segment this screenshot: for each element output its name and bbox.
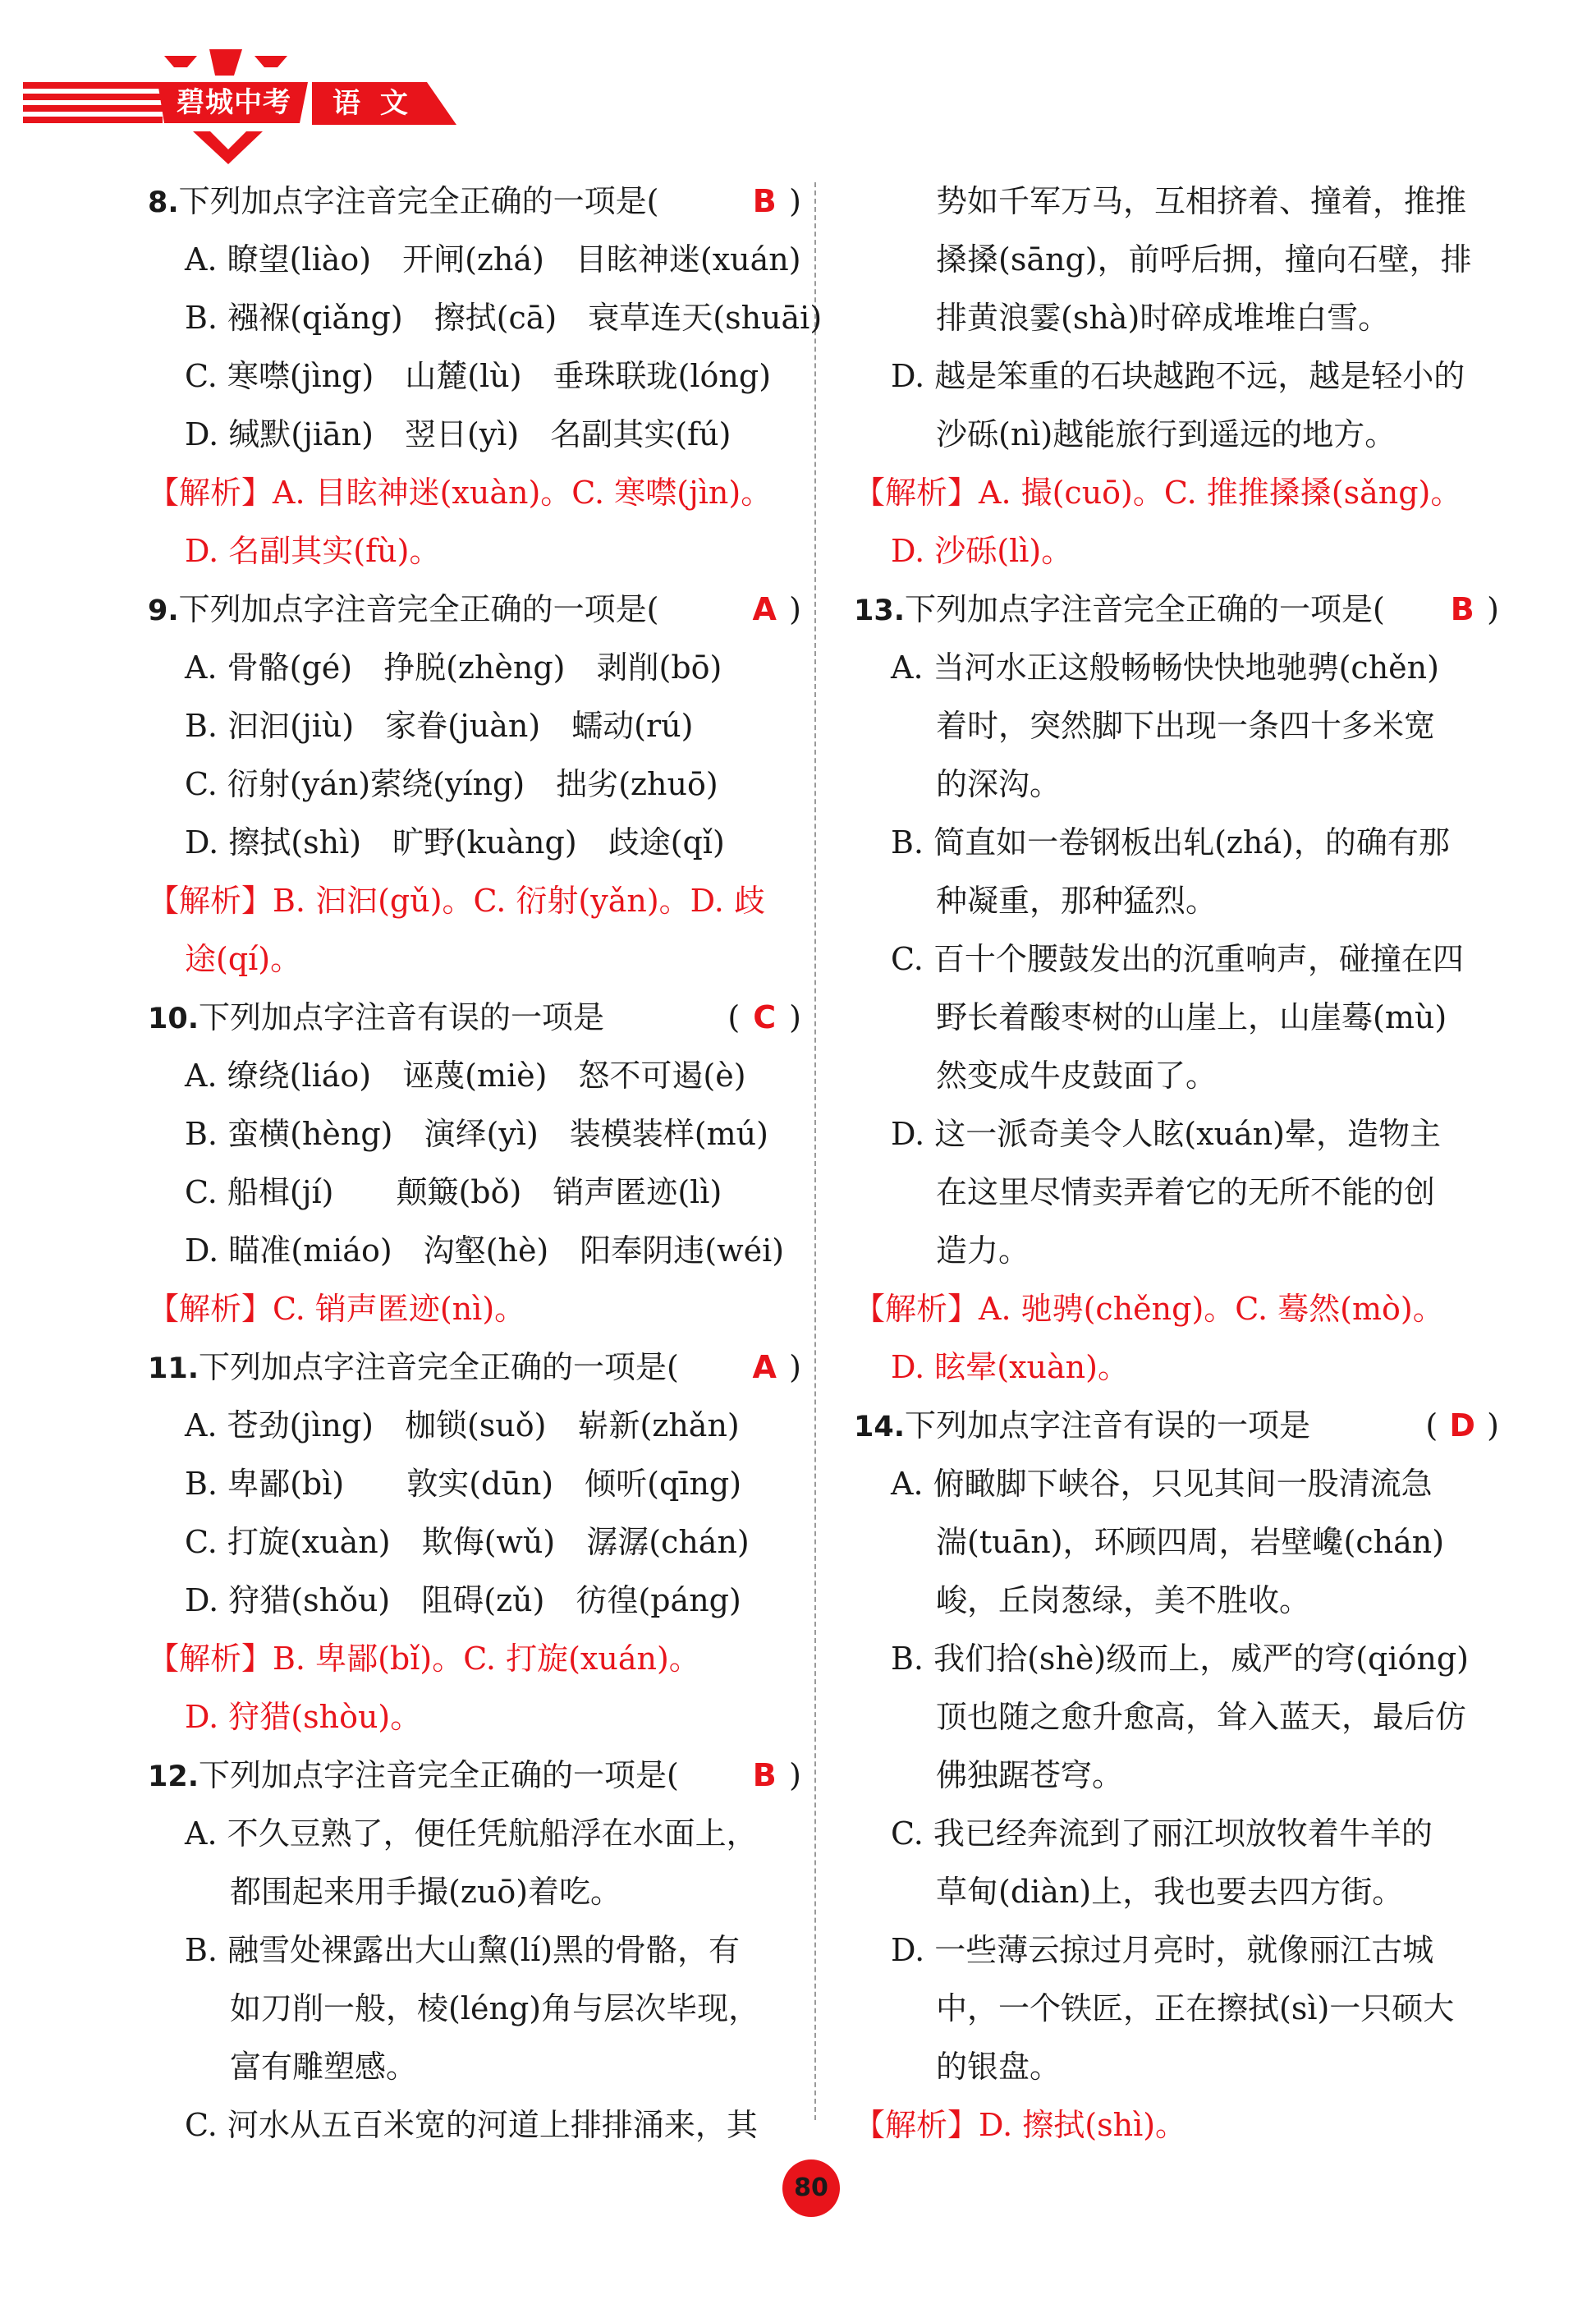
analysis-line: 【解析】D. 擦拭(shì)。 — [854, 2107, 1187, 2143]
option-line: C. 我已经奔流到了丽江坝放牧着牛羊的 — [891, 1815, 1433, 1852]
answer-bracket: B ) — [740, 172, 801, 231]
answer-bracket: ( C ) — [727, 989, 801, 1047]
question-heading — [854, 1397, 1502, 1455]
option-continuation: 在这里尽情卖弄着它的无所不能的创 — [936, 1174, 1436, 1210]
option-line: C. 河水从五百米宽的河道上排排涌来，其 — [185, 2107, 758, 2143]
answer-letter: A — [752, 591, 777, 627]
option-continuation: 势如千军万马，互相挤着、撞着，推推 — [936, 183, 1467, 219]
analysis-line: 【解析】B. 汩汩(gǔ)。C. 衍射(yǎn)。D. 歧 — [148, 883, 765, 919]
analysis-continuation: 途(qí)。 — [185, 941, 302, 977]
question-heading — [854, 581, 1502, 639]
option-continuation: 野长着酸枣树的山崖上，山崖蓦(mù) — [936, 999, 1447, 1035]
analysis-line: 【解析】C. 销声匿迹(nì)。 — [148, 1291, 526, 1327]
option-line: B. 简直如一卷钢板出轧(zhá)，的确有那 — [891, 824, 1450, 861]
question-heading — [148, 1746, 805, 1805]
option-line: D. 狩猎(shǒu) 阻碍(zǔ) 彷徨(páng) — [185, 1582, 741, 1618]
question-text: 下列加点字注音完全正确的一项是( — [178, 591, 659, 627]
analysis-continuation: D. 眩晕(xuàn)。 — [891, 1349, 1129, 1385]
analysis-continuation: D. 狩猎(shòu)。 — [185, 1699, 422, 1735]
option-line: B. 汩汩(jiù) 家眷(juàn) 蠕动(rú) — [185, 708, 694, 744]
option-line: D. 瞄准(miáo) 沟壑(hè) 阳奉阴违(wéi) — [185, 1232, 785, 1269]
analysis-continuation: D. 沙砾(lì)。 — [891, 533, 1073, 569]
option-line: A. 骨骼(gé) 挣脱(zhèng) 剥削(bō) — [185, 649, 722, 686]
option-continuation: 的银盘。 — [936, 2049, 1062, 2085]
question-heading — [148, 172, 805, 231]
question-number: 9. — [148, 594, 179, 627]
option-line: A. 缭绕(liáo) 诬蔑(miè) 怒不可遏(è) — [185, 1058, 746, 1094]
left-column — [148, 172, 823, 2155]
option-continuation: 都围起来用手撮(zuō)着吃。 — [230, 1874, 622, 1910]
question-text: 下列加点字注音完全正确的一项是( — [905, 591, 1385, 627]
option-line: C. 打旋(xuàn) 欺侮(wǔ) 潺潺(chán) — [185, 1524, 750, 1560]
brand-title: 碧城中考 — [177, 86, 291, 119]
question-heading — [148, 1338, 805, 1397]
answer-letter: C — [753, 999, 777, 1035]
option-continuation: 富有雕塑感。 — [230, 2049, 418, 2085]
option-line: B. 蛮横(hèng) 演绎(yì) 装模装样(mú) — [185, 1116, 768, 1152]
option-continuation: 造力。 — [936, 1232, 1030, 1269]
question-number: 12. — [148, 1760, 200, 1793]
option-line: D. 这一派奇美令人眩(xuán)晕，造物主 — [891, 1116, 1441, 1152]
question-text: 下列加点字注音完全正确的一项是( — [199, 1757, 679, 1793]
option-continuation: 峻，丘岗葱绿，美不胜收。 — [936, 1582, 1311, 1618]
answer-letter: A — [752, 1349, 777, 1385]
logo-v-icon — [193, 131, 263, 164]
question-number: 10. — [148, 1003, 200, 1035]
answer-bracket: A ) — [740, 1338, 801, 1397]
answer-bracket: B ) — [740, 1746, 801, 1805]
option-line: A. 当河水正这般畅畅快快地驰骋(chěn) — [891, 649, 1439, 686]
analysis-continuation: D. 名副其实(fù)。 — [185, 533, 441, 569]
question-text: 下列加点字注音完全正确的一项是( — [199, 1349, 679, 1385]
option-line: B. 我们拾(shè)级而上，威严的穹(qióng) — [891, 1641, 1470, 1677]
option-line: D. 一些薄云掠过月亮时，就像丽江古城 — [891, 1932, 1434, 1968]
option-line: D. 越是笨重的石块越跑不远，越是轻小的 — [891, 358, 1465, 394]
option-continuation: 顶也随之愈升愈高，耸入蓝天，最后仿 — [936, 1699, 1467, 1735]
option-line: C. 寒噤(jìng) 山麓(lù) 垂珠联珑(lóng) — [185, 358, 772, 394]
option-continuation: 中，一个铁匠，正在擦拭(sì)一只硕大 — [936, 1990, 1455, 2026]
option-line: A. 苍劲(jìng) 枷锁(suǒ) 崭新(zhǎn) — [185, 1407, 740, 1443]
option-line: C. 船楫(jí) 颠簸(bǒ) 销声匿迹(lì) — [185, 1174, 722, 1210]
question-number: 13. — [854, 594, 906, 627]
analysis-line: 【解析】A. 目眩神迷(xuàn)。C. 寒噤(jìn)。 — [148, 475, 773, 511]
answer-bracket: A ) — [740, 581, 801, 639]
question-number: 14. — [854, 1411, 906, 1443]
right-column — [854, 172, 1502, 2155]
stripe — [23, 82, 163, 89]
question-number: 11. — [148, 1352, 200, 1385]
option-continuation: 沙砾(nì)越能旅行到遥远的地方。 — [936, 416, 1396, 452]
option-continuation: 然变成牛皮鼓面了。 — [936, 1058, 1218, 1094]
option-line: A. 不久豆熟了，便任凭航船浮在水面上， — [185, 1815, 758, 1852]
option-continuation: 种凝重，那种猛烈。 — [936, 883, 1218, 919]
question-heading — [148, 581, 805, 639]
analysis-line: 【解析】A. 撮(cuō)。C. 推推搡搡(sǎng)。 — [854, 475, 1462, 511]
page-header — [0, 0, 1596, 181]
option-continuation: 搡搡(sāng)，前呼后拥，撞向石壁，排 — [936, 241, 1472, 278]
option-line: B. 融雪处裸露出大山黧(lí)黑的骨骼，有 — [185, 1932, 741, 1968]
subject-label: 语 文 — [332, 87, 413, 120]
option-continuation: 着时，突然脚下出现一条四十多米宽 — [936, 708, 1436, 744]
logo-chevron — [255, 56, 287, 67]
option-line: C. 百十个腰鼓发出的沉重响声，碰撞在四 — [891, 941, 1464, 977]
question-text: 下列加点字注音有误的一项是 — [905, 1407, 1311, 1443]
option-line: A. 瞭望(liào) 开闸(zhá) 目眩神迷(xuán) — [185, 241, 801, 278]
stripe — [23, 105, 163, 112]
answer-bracket: ( D ) — [1425, 1397, 1499, 1455]
answer-letter: D — [1449, 1407, 1475, 1443]
option-line: B. 襁褓(qiǎng) 擦拭(cā) 衰草连天(shuāi) — [185, 300, 823, 336]
column-divider — [814, 182, 816, 2120]
answer-bracket: B ) — [1438, 581, 1499, 639]
option-line: C. 衍射(yán)萦绕(yíng) 拙劣(zhuō) — [185, 766, 718, 802]
option-continuation: 的深沟。 — [936, 766, 1062, 802]
option-continuation: 佛独踞苍穹。 — [936, 1757, 1124, 1793]
option-continuation: 排黄浪霎(shà)时碎成堆堆白雪。 — [936, 300, 1390, 336]
question-text: 下列加点字注音完全正确的一项是( — [178, 183, 659, 219]
option-continuation: 草甸(diàn)上，我也要去四方街。 — [936, 1874, 1404, 1910]
page-number: 80 — [782, 2159, 840, 2217]
question-number: 8. — [148, 186, 179, 219]
analysis-line: 【解析】B. 卑鄙(bǐ)。C. 打旋(xuán)。 — [148, 1641, 700, 1677]
answer-letter: B — [1450, 591, 1474, 627]
answer-letter: B — [752, 183, 777, 219]
option-continuation: 湍(tuān)，环顾四周，岩壁巉(chán) — [936, 1524, 1445, 1560]
stripe — [23, 117, 163, 123]
stripe — [23, 94, 163, 100]
question-heading — [148, 989, 805, 1047]
option-line: D. 缄默(jiān) 翌日(yì) 名副其实(fú) — [185, 416, 732, 452]
logo-chevron — [164, 56, 197, 67]
option-continuation: 如刀削一般，棱(léng)角与层次毕现， — [230, 1990, 760, 2026]
option-line: A. 俯瞰脚下峡谷，只见其间一股清流急 — [891, 1466, 1433, 1502]
question-text: 下列加点字注音有误的一项是 — [199, 999, 605, 1035]
option-line: B. 卑鄙(bì) 敦实(dūn) 倾听(qīng) — [185, 1466, 742, 1502]
logo-mark — [209, 49, 242, 76]
analysis-line: 【解析】A. 驰骋(chěng)。C. 蓦然(mò)。 — [854, 1291, 1444, 1327]
answer-letter: B — [752, 1757, 777, 1793]
option-line: D. 擦拭(shì) 旷野(kuàng) 歧途(qǐ) — [185, 824, 725, 861]
